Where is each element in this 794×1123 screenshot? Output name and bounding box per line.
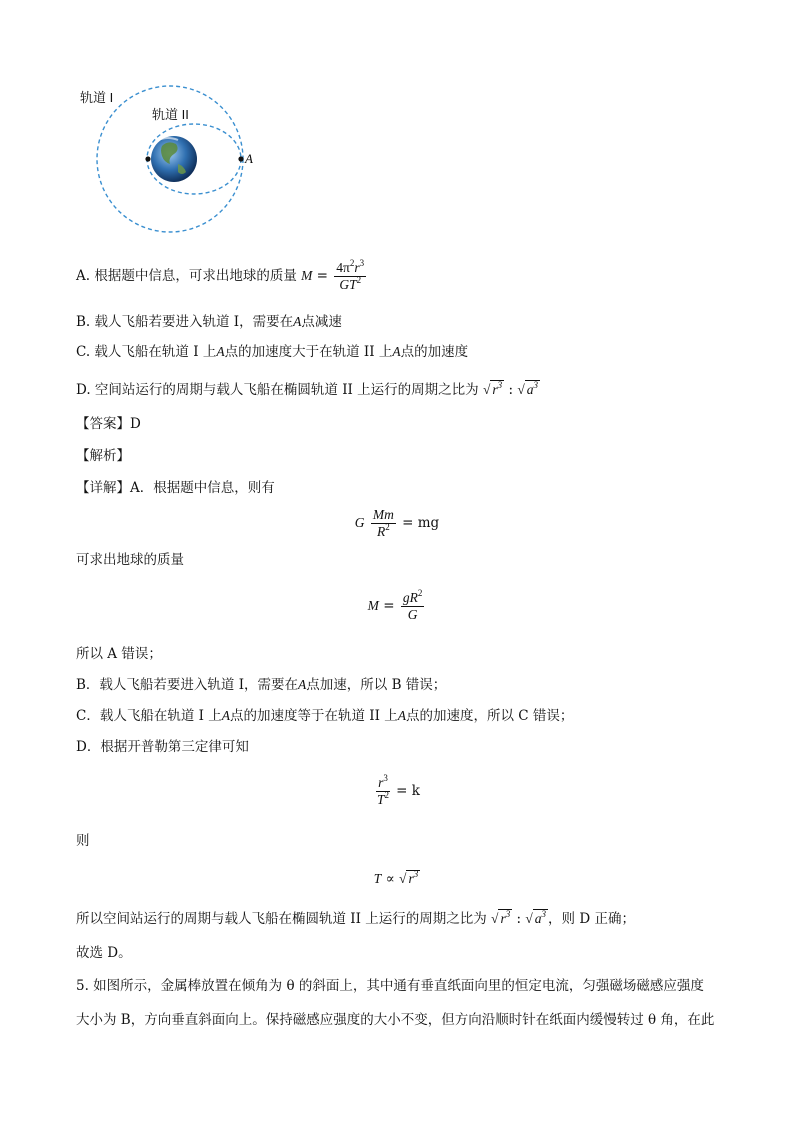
option-b: B. 载人飞船若要进入轨道 I，需要在A点减速 (76, 314, 342, 330)
orbit2-label: 轨道 II (152, 107, 189, 122)
point-a (238, 156, 243, 161)
option-d: D. 空间站运行的周期与载人飞船在椭圆轨道 II 上运行的周期之比为 √ $r^3$ : √ $a^3$ (76, 380, 538, 398)
equation-1: G $\frac{Mm}{R^2}$ = mg (354, 507, 440, 539)
option-a-fraction: $\frac{4\pi^2r^3}{GT^2}$ (336, 258, 365, 292)
text-a-wrong: 所以 A 错误； (76, 646, 162, 662)
point-a-label: A (245, 151, 253, 166)
earth-icon (151, 136, 197, 182)
analysis-label: 【解析】 (76, 448, 130, 464)
equation-3: $\frac{r^3}{T^2}$ = k (376, 773, 420, 807)
point-left (145, 156, 150, 161)
text-mass: 可求出地球的质量 (76, 552, 184, 568)
equation-4: T ∝ √ $r^3$ (373, 869, 419, 887)
text-b-wrong: B．载人飞船若要进入轨道 I，需要在A点加速，所以 B 错误； (76, 677, 447, 693)
next-question-line-2: 大小为 B，方向垂直斜面向上。保持磁感应强度的大小不变，但方向沿顺时针在纸面内缓慢转过 θ 角，在此 (76, 1012, 715, 1028)
detail-label: 【详解】A．根据题中信息，则有 (76, 480, 275, 496)
option-c: C. 载人飞船在轨道 I 上A点的加速度大于在轨道 II 上A点的加速度 (76, 344, 469, 360)
option-a: A. 根据题中信息，可求出地球的质量 M = $\frac{4\pi^2r^3}{GT^2}$ (76, 258, 365, 292)
orbit-diagram (74, 80, 274, 240)
text-c-wrong: C．载人飞船在轨道 I 上A点的加速度等于在轨道 II 上A点的加速度，所以 C 错误； (76, 708, 574, 724)
text-conclusion: 所以空间站运行的周期与载人飞船在椭圆轨道 II 上运行的周期之比为 √ $r^3$ : √ $a^3$ ，则 D 正确； (76, 909, 635, 927)
text-choose: 故选 D。 (76, 945, 132, 961)
orbit1-label: 轨道 I (80, 90, 114, 105)
answer-label: 【答案】D (76, 416, 141, 432)
next-question-line-1: 5. 如图所示，金属棒放置在倾角为 θ 的斜面上，其中通有垂直纸面向里的恒定电流，匀强磁场磁感应强度 (76, 978, 704, 994)
equation-2: M = $\frac{gR^2}{G}$ (367, 588, 423, 622)
text-ze: 则 (76, 833, 90, 849)
text-d-kepler: D．根据开普勒第三定律可知 (76, 739, 249, 755)
